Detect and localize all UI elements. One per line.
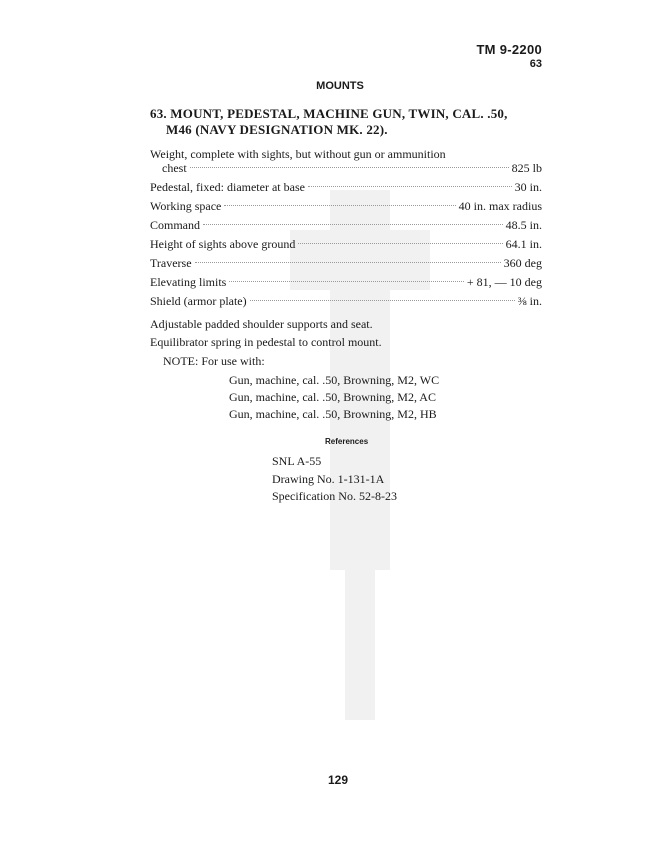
leader-dots (195, 262, 501, 263)
page-number: 129 (327, 773, 349, 787)
spec-value: 825 lb (511, 161, 542, 175)
spec-value: 360 deg (503, 256, 542, 270)
note-item: Gun, machine, cal. .50, Browning, M2, WC (229, 373, 440, 387)
spec-row-sight-height (150, 235, 542, 254)
leader-dots (298, 243, 502, 244)
feature-line-equilibrator: Equilibrator spring in pedestal to control mount. (150, 335, 382, 349)
spec-label: Height of sights above ground (150, 237, 296, 251)
spec-label: Pedestal, fixed: diameter at base (150, 180, 305, 194)
spec-label: Weight, complete with sights, but without gun or ammunition (150, 147, 446, 161)
page-header (476, 42, 542, 70)
references-list (272, 453, 397, 506)
tm-number: TM 9-2200 (476, 42, 542, 57)
spec-value: 40 in. max radius (458, 199, 542, 213)
spec-row-working-space (150, 197, 542, 216)
leader-dots (250, 300, 515, 301)
spec-row-pedestal (150, 178, 542, 197)
heading-line-1: 63. MOUNT, PEDESTAL, MACHINE GUN, TWIN, CAL. .50, (150, 106, 508, 121)
spec-row-traverse (150, 254, 542, 273)
spec-label: Command (150, 218, 200, 232)
spec-row-shield (150, 292, 542, 311)
note-list (229, 372, 439, 423)
note-item: Gun, machine, cal. .50, Browning, M2, HB (229, 407, 437, 421)
leader-dots (203, 224, 503, 225)
spec-value: 48.5 in. (505, 218, 542, 232)
leader-dots (229, 281, 464, 282)
spec-label: Working space (150, 199, 222, 213)
spec-value: 64.1 in. (505, 237, 542, 251)
note-item: Gun, machine, cal. .50, Browning, M2, AC (229, 390, 436, 404)
spec-value: 30 in. (514, 180, 542, 194)
reference-item: Specification No. 52-8-23 (272, 489, 397, 503)
paragraph-ref: 63 (529, 58, 542, 70)
heading-line-2: M46 (NAVY DESIGNATION MK. 22). (166, 122, 388, 137)
leader-dots (224, 205, 455, 206)
leader-dots (190, 167, 509, 168)
spec-label: Traverse (150, 256, 192, 270)
references-heading: References (325, 437, 369, 446)
paragraph-heading (150, 106, 545, 138)
note-label: NOTE: For use with: (163, 354, 265, 368)
reference-item: SNL A-55 (272, 454, 322, 468)
spec-label-continued: chest (162, 161, 187, 175)
spec-value: + 81, — 10 deg (466, 275, 542, 289)
spec-row-weight (150, 145, 542, 178)
leader-dots (308, 186, 512, 187)
spec-row-command (150, 216, 542, 235)
spec-label: Shield (armor plate) (150, 294, 247, 308)
feature-line-supports: Adjustable padded shoulder supports and seat. (150, 317, 373, 331)
spec-row-elevating-limits (150, 273, 542, 292)
spec-value: ⅜ in. (517, 294, 542, 308)
spec-label: Elevating limits (150, 275, 227, 289)
spec-list (150, 145, 542, 311)
reference-item: Drawing No. 1-131-1A (272, 471, 385, 486)
section-title: MOUNTS (316, 80, 364, 92)
